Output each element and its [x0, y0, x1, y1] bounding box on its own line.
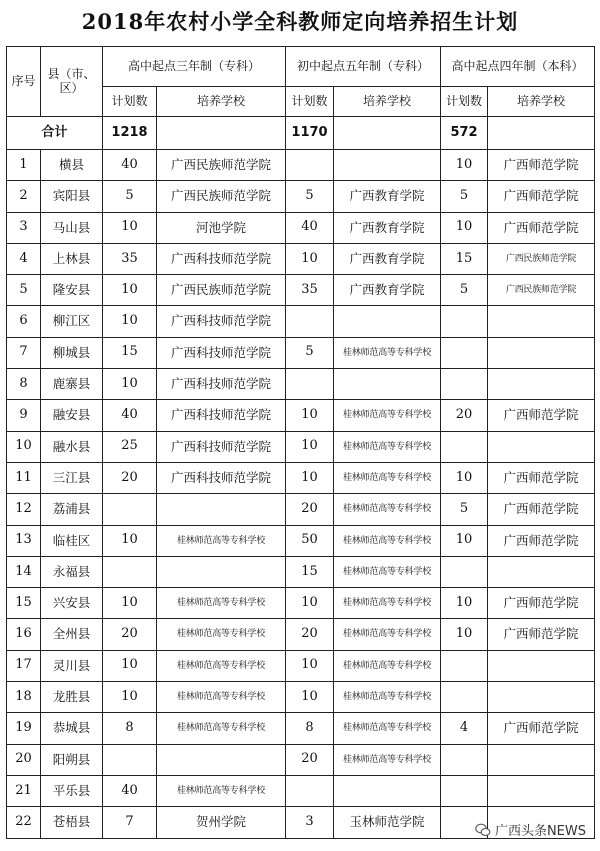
total-3yr: 1218: [103, 117, 157, 150]
school-3yr: 河池学院: [157, 212, 286, 243]
county-name: 融安县: [41, 400, 103, 431]
school-5yr: 广西教育学院: [334, 212, 441, 243]
county-name: 柳江区: [41, 306, 103, 337]
table-row: [7, 212, 595, 243]
plan-4yr: 10: [441, 525, 488, 556]
school-3yr: 广西科技师范学院: [157, 431, 286, 462]
school-4yr: [488, 682, 595, 713]
school-3yr: [157, 744, 286, 775]
school-5yr: 桂林师范高等专科学校: [334, 619, 441, 650]
table-row: [7, 588, 595, 619]
table-row: [7, 713, 595, 744]
plan-4yr: 5: [441, 275, 488, 306]
plan-3yr: 40: [103, 400, 157, 431]
school-4yr: 广西师范学院: [488, 212, 595, 243]
plan-3yr: 35: [103, 243, 157, 274]
table-row: [7, 556, 595, 587]
header-school-5yr: 培养学校: [334, 87, 441, 117]
table-row: [7, 619, 595, 650]
school-3yr: 广西科技师范学院: [157, 369, 286, 400]
plan-5yr: [286, 306, 334, 337]
school-5yr: 桂林师范高等专科学校: [334, 431, 441, 462]
plan-4yr: [441, 682, 488, 713]
total-row: [7, 117, 595, 150]
table-row: [7, 181, 595, 212]
plan-4yr: [441, 306, 488, 337]
table-row: [7, 775, 595, 806]
school-5yr: 桂林师范高等专科学校: [334, 588, 441, 619]
plan-3yr: [103, 744, 157, 775]
plan-3yr: 15: [103, 337, 157, 368]
wechat-icon: [475, 822, 491, 838]
row-number: 12: [7, 494, 41, 525]
plan-3yr: 10: [103, 306, 157, 337]
county-name: 苍梧县: [41, 807, 103, 838]
plan-4yr: [441, 650, 488, 681]
row-number: 17: [7, 650, 41, 681]
school-4yr: 广西民族师范学院: [488, 243, 595, 274]
county-name: 鹿寨县: [41, 369, 103, 400]
school-4yr: 广西师范学院: [488, 181, 595, 212]
table-row: [7, 431, 595, 462]
row-number: 16: [7, 619, 41, 650]
school-4yr: 广西师范学院: [488, 713, 595, 744]
school-4yr: 广西师范学院: [488, 462, 595, 493]
enrollment-plan-table: [6, 46, 595, 839]
row-number: 8: [7, 369, 41, 400]
plan-5yr: 40: [286, 212, 334, 243]
plan-4yr: 10: [441, 588, 488, 619]
school-4yr: 广西民族师范学院: [488, 275, 595, 306]
school-3yr: [157, 556, 286, 587]
row-number: 5: [7, 275, 41, 306]
school-4yr: 广西师范学院: [488, 494, 595, 525]
school-4yr: 广西师范学院: [488, 619, 595, 650]
table-row: [7, 243, 595, 274]
plan-3yr: [103, 494, 157, 525]
county-name: 隆安县: [41, 275, 103, 306]
plan-3yr: 8: [103, 713, 157, 744]
school-4yr: [488, 650, 595, 681]
school-4yr: 广西师范学院: [488, 400, 595, 431]
row-number: 11: [7, 462, 41, 493]
school-4yr: [488, 744, 595, 775]
header-plan-3yr: 计划数: [103, 87, 157, 117]
total-label: 合计: [7, 117, 103, 150]
school-5yr: 桂林师范高等专科学校: [334, 744, 441, 775]
school-4yr: [488, 306, 595, 337]
plan-5yr: 35: [286, 275, 334, 306]
school-5yr: [334, 775, 441, 806]
plan-5yr: 50: [286, 525, 334, 556]
plan-3yr: 10: [103, 275, 157, 306]
plan-5yr: 10: [286, 588, 334, 619]
school-3yr: 广西科技师范学院: [157, 306, 286, 337]
total-5yr: 1170: [286, 117, 334, 150]
county-name: 龙胜县: [41, 682, 103, 713]
plan-5yr: 20: [286, 744, 334, 775]
school-3yr: 桂林师范高等专科学校: [157, 525, 286, 556]
school-4yr: [488, 431, 595, 462]
table-row: [7, 525, 595, 556]
school-3yr: 广西科技师范学院: [157, 337, 286, 368]
school-5yr: 桂林师范高等专科学校: [334, 494, 441, 525]
school-5yr: 桂林师范高等专科学校: [334, 525, 441, 556]
plan-4yr: [441, 369, 488, 400]
plan-4yr: [441, 775, 488, 806]
school-3yr: 广西民族师范学院: [157, 150, 286, 181]
plan-4yr: 10: [441, 150, 488, 181]
school-5yr: 广西教育学院: [334, 275, 441, 306]
table-row: [7, 150, 595, 181]
row-number: 14: [7, 556, 41, 587]
header-plan-5yr: 计划数: [286, 87, 334, 117]
row-number: 13: [7, 525, 41, 556]
school-3yr: 广西民族师范学院: [157, 275, 286, 306]
row-number: 1: [7, 150, 41, 181]
school-3yr: 桂林师范高等专科学校: [157, 650, 286, 681]
county-name: 马山县: [41, 212, 103, 243]
table-row: [7, 682, 595, 713]
school-3yr: 广西科技师范学院: [157, 243, 286, 274]
school-5yr: 桂林师范高等专科学校: [334, 682, 441, 713]
row-number: 19: [7, 713, 41, 744]
plan-4yr: 4: [441, 713, 488, 744]
watermark: [475, 820, 586, 839]
row-number: 20: [7, 744, 41, 775]
school-3yr: [157, 494, 286, 525]
county-name: 永福县: [41, 556, 103, 587]
table-row: [7, 744, 595, 775]
plan-4yr: 10: [441, 619, 488, 650]
table-row: [7, 337, 595, 368]
school-4yr: 广西师范学院: [488, 588, 595, 619]
school-3yr: 广西科技师范学院: [157, 400, 286, 431]
school-4yr: [488, 556, 595, 587]
plan-5yr: 10: [286, 682, 334, 713]
plan-3yr: 40: [103, 775, 157, 806]
plan-3yr: 20: [103, 619, 157, 650]
row-number: 21: [7, 775, 41, 806]
county-name: 阳朔县: [41, 744, 103, 775]
row-number: 4: [7, 243, 41, 274]
row-number: 3: [7, 212, 41, 243]
school-3yr: 桂林师范高等专科学校: [157, 713, 286, 744]
school-5yr: 玉林师范学院: [334, 807, 441, 838]
plan-3yr: 10: [103, 525, 157, 556]
school-4yr: [488, 337, 595, 368]
school-4yr: [488, 369, 595, 400]
table-row: [7, 275, 595, 306]
table-row: [7, 369, 595, 400]
county-name: 横县: [41, 150, 103, 181]
row-number: 10: [7, 431, 41, 462]
school-3yr: 桂林师范高等专科学校: [157, 619, 286, 650]
row-number: 6: [7, 306, 41, 337]
plan-3yr: 10: [103, 650, 157, 681]
school-3yr: 广西民族师范学院: [157, 181, 286, 212]
row-number: 18: [7, 682, 41, 713]
header-group-4yr: 高中起点四年制（本科）: [441, 47, 595, 87]
plan-5yr: [286, 775, 334, 806]
plan-5yr: 10: [286, 431, 334, 462]
school-3yr: 贺州学院: [157, 807, 286, 838]
plan-5yr: [286, 150, 334, 181]
plan-3yr: 10: [103, 369, 157, 400]
county-name: 融水县: [41, 431, 103, 462]
plan-3yr: 25: [103, 431, 157, 462]
plan-5yr: 10: [286, 243, 334, 274]
county-name: 荔浦县: [41, 494, 103, 525]
county-name: 柳城县: [41, 337, 103, 368]
plan-4yr: [441, 556, 488, 587]
plan-3yr: 10: [103, 682, 157, 713]
school-4yr: [488, 775, 595, 806]
plan-4yr: [441, 744, 488, 775]
school-5yr: 桂林师范高等专科学校: [334, 337, 441, 368]
school-5yr: 桂林师范高等专科学校: [334, 556, 441, 587]
row-number: 15: [7, 588, 41, 619]
total-4yr-school: [488, 117, 595, 150]
header-group-5yr: 初中起点五年制（专科）: [286, 47, 441, 87]
county-name: 恭城县: [41, 713, 103, 744]
school-3yr: 桂林师范高等专科学校: [157, 588, 286, 619]
school-5yr: [334, 306, 441, 337]
header-school-4yr: 培养学校: [488, 87, 595, 117]
school-5yr: 广西教育学院: [334, 181, 441, 212]
school-5yr: 桂林师范高等专科学校: [334, 650, 441, 681]
plan-4yr: 15: [441, 243, 488, 274]
county-name: 兴安县: [41, 588, 103, 619]
county-name: 宾阳县: [41, 181, 103, 212]
plan-5yr: 5: [286, 181, 334, 212]
total-5yr-school: [334, 117, 441, 150]
plan-3yr: 10: [103, 588, 157, 619]
county-name: 上林县: [41, 243, 103, 274]
plan-4yr: 5: [441, 181, 488, 212]
total-4yr: 572: [441, 117, 488, 150]
plan-3yr: 40: [103, 150, 157, 181]
table-row: [7, 462, 595, 493]
plan-5yr: 20: [286, 619, 334, 650]
county-name: 灵川县: [41, 650, 103, 681]
row-number: 2: [7, 181, 41, 212]
header-county: 县（市、区）: [41, 47, 103, 117]
plan-5yr: 20: [286, 494, 334, 525]
plan-5yr: 3: [286, 807, 334, 838]
school-3yr: 广西科技师范学院: [157, 462, 286, 493]
page-title: 2018年农村小学全科教师定向培养招生计划: [81, 9, 519, 34]
table-row: [7, 306, 595, 337]
school-4yr: 广西师范学院: [488, 525, 595, 556]
school-5yr: 桂林师范高等专科学校: [334, 400, 441, 431]
school-4yr: 广西师范学院: [488, 150, 595, 181]
plan-5yr: [286, 369, 334, 400]
school-3yr: 桂林师范高等专科学校: [157, 682, 286, 713]
plan-4yr: 10: [441, 212, 488, 243]
plan-4yr: [441, 431, 488, 462]
row-number: 7: [7, 337, 41, 368]
plan-3yr: 20: [103, 462, 157, 493]
plan-5yr: 8: [286, 713, 334, 744]
header-seq: 序号: [7, 47, 41, 117]
row-number: 22: [7, 807, 41, 838]
county-name: 平乐县: [41, 775, 103, 806]
plan-4yr: 20: [441, 400, 488, 431]
plan-4yr: [441, 337, 488, 368]
table-row: [7, 400, 595, 431]
county-name: 临桂区: [41, 525, 103, 556]
plan-4yr: 10: [441, 462, 488, 493]
school-5yr: 桂林师范高等专科学校: [334, 713, 441, 744]
table-row: [7, 494, 595, 525]
plan-3yr: 10: [103, 212, 157, 243]
header-plan-4yr: 计划数: [441, 87, 488, 117]
header-group-3yr: 高中起点三年制（专科）: [103, 47, 286, 87]
plan-5yr: 10: [286, 650, 334, 681]
row-number: 9: [7, 400, 41, 431]
plan-5yr: 5: [286, 337, 334, 368]
plan-5yr: 10: [286, 400, 334, 431]
plan-3yr: [103, 556, 157, 587]
school-5yr: [334, 369, 441, 400]
plan-5yr: 10: [286, 462, 334, 493]
plan-5yr: 15: [286, 556, 334, 587]
table-row: [7, 650, 595, 681]
plan-3yr: 7: [103, 807, 157, 838]
school-3yr: 桂林师范高等专科学校: [157, 775, 286, 806]
plan-4yr: 5: [441, 494, 488, 525]
header-school-3yr: 培养学校: [157, 87, 286, 117]
county-name: 三江县: [41, 462, 103, 493]
county-name: 全州县: [41, 619, 103, 650]
plan-3yr: 5: [103, 181, 157, 212]
school-5yr: 广西教育学院: [334, 243, 441, 274]
total-3yr-school: [157, 117, 286, 150]
watermark-text: 广西头条NEWS: [494, 824, 586, 839]
school-5yr: [334, 150, 441, 181]
school-5yr: 桂林师范高等专科学校: [334, 462, 441, 493]
